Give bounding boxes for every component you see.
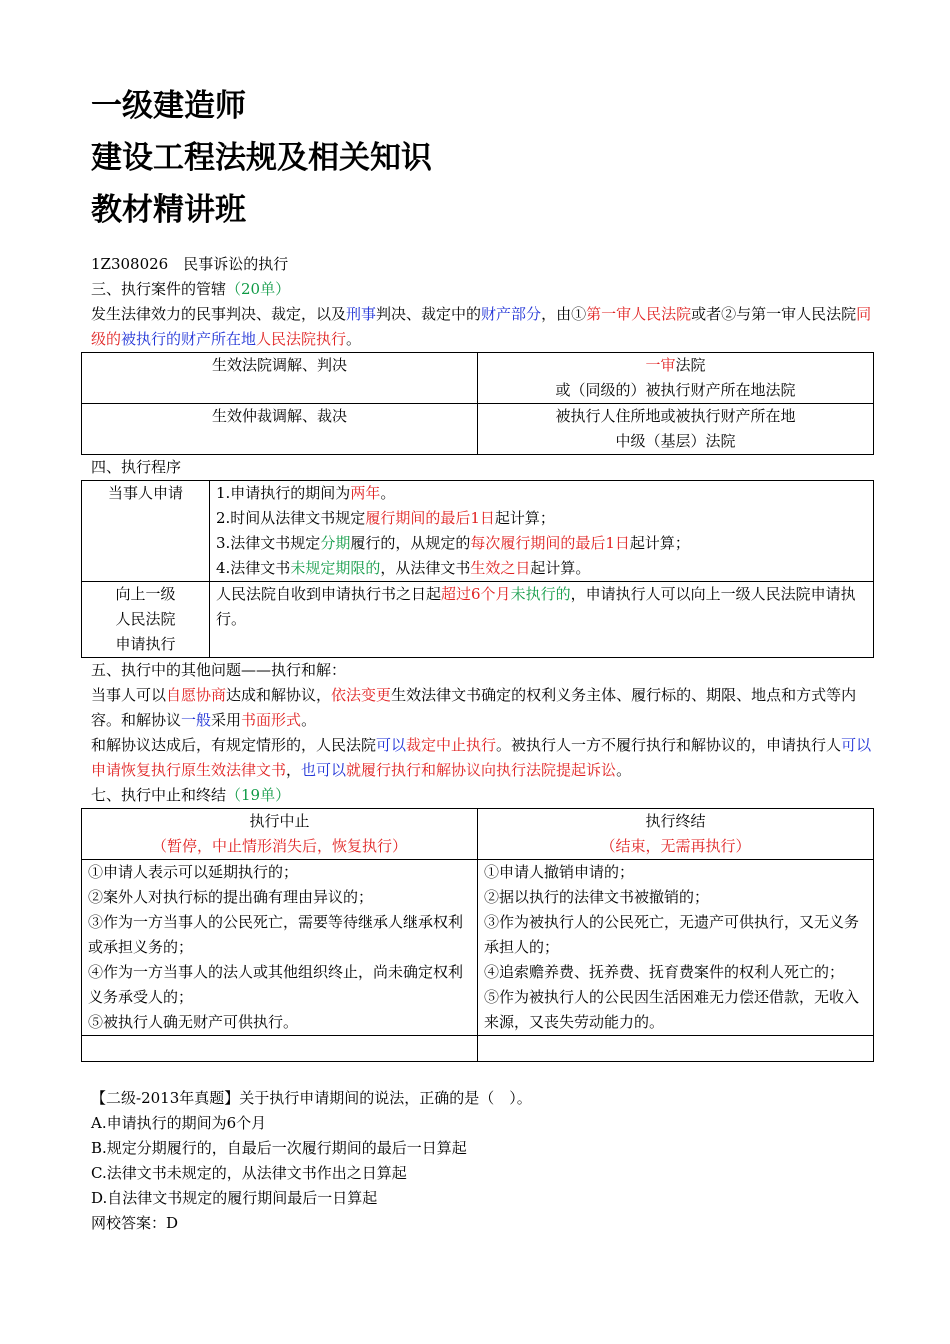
exam-question (91, 1086, 876, 1236)
table-row (82, 1036, 874, 1062)
table-cell: 被执行人住所地或被执行财产所在地 中级（基层）法院 (478, 404, 874, 455)
title-block (91, 80, 876, 236)
list-item: ④作为一方当事人的法人或其他组织终止，尚未确定权利义务承受人的； (88, 963, 464, 1006)
list-item: ④追索赡养费、抚养费、抚育费案件的权利人死亡的； (484, 963, 845, 981)
section-3-paragraph: 发生法律效力的民事判决、裁定，以及刑事判决、裁定中的财产部分，由①第一审人民法院或者②与第一审人民法院同级的被执行的财产所在地人民法院执行。 (91, 305, 872, 348)
question-option: C.法律文书未规定的，从法律文书作出之日算起 (91, 1164, 407, 1182)
list-item: ③作为一方当事人的公民死亡，需要等待继承人继承权利或承担义务的； (88, 913, 464, 956)
list-item: ⑤被执行人确无财产可供执行。 (88, 1013, 299, 1031)
section-7-heading: 七、执行中止和终结（19单） (91, 786, 291, 804)
table-cell (82, 860, 478, 1036)
section-5-paragraph-2: 和解协议达成后，有规定情形的，人民法院可以裁定中止执行。被执行人一方不履行执行和解协议的，申请执行人可以申请恢复执行原生效法律文书，也可以就履行执行和解协议向执行法院提起诉讼。 (91, 736, 872, 779)
table-cell: 生效法院调解、判决 (82, 353, 478, 404)
table-row (82, 809, 874, 860)
question-option: D.自法律文书规定的履行期间最后一日算起 (91, 1189, 378, 1207)
list-item: ③作为被执行人的公民死亡，无遗产可供执行，又无义务承担人的； (484, 913, 860, 956)
section-5-heading: 五、执行中的其他问题——执行和解： (91, 661, 347, 679)
table-cell: 一审法院 或（同级的）被执行财产所在地法院 (478, 353, 874, 404)
suspension-termination-table (81, 808, 874, 1062)
table-cell: 执行中止 （暂停，中止情形消失后，恢复执行） (82, 809, 478, 860)
table-cell (478, 860, 874, 1036)
section-3-heading: 三、执行案件的管辖（20单） (91, 280, 291, 298)
document-page (88, 80, 876, 1236)
list-item: ②案外人对执行标的提出确有理由异议的； (88, 888, 374, 906)
table-cell (82, 1036, 478, 1062)
table-cell: 执行终结 （结束，无需再执行） (478, 809, 874, 860)
title-line-1: 一级建造师 (91, 88, 246, 124)
title-line-2: 建设工程法规及相关知识 (91, 140, 432, 176)
procedure-table (81, 480, 874, 658)
table-cell: 生效仲裁调解、裁决 (82, 404, 478, 455)
title-line-3: 教材精讲班 (91, 192, 246, 228)
list-item: ①申请人撤销申请的； (484, 863, 635, 881)
list-item: ⑤作为被执行人的公民因生活困难无力偿还借款，无收入来源，又丧失劳动能力的。 (484, 988, 860, 1031)
question-option: A.申请执行的期间为6个月 (91, 1114, 267, 1132)
list-item: ②据以执行的法律文书被撤销的； (484, 888, 710, 906)
question-stem: 【二级-2013年真题】关于执行申请期间的说法，正确的是（ ）。 (91, 1089, 532, 1107)
table-row (82, 481, 874, 582)
question-option: B.规定分期履行的，自最后一次履行期间的最后一日算起 (91, 1139, 467, 1157)
table-row (82, 582, 874, 658)
section-4-heading: 四、执行程序 (91, 458, 182, 476)
table-cell: 1.申请执行的期间为两年。 2.时间从法律文书规定履行期间的最后1日起计算； 3.法律文书规定分期履行的，从规定的每次履行期间的最后1日起计算； 4.法律文书未规定期限的，从法律文书生效之日起计算。 (210, 481, 874, 582)
table-row (82, 353, 874, 404)
list-item: ①申请人表示可以延期执行的； (88, 863, 299, 881)
table-cell: 当事人申请 (82, 481, 210, 582)
table-row (82, 404, 874, 455)
section-code: 1Z308026 民事诉讼的执行 (91, 255, 289, 273)
table-cell (478, 1036, 874, 1062)
table-cell: 向上一级 人民法院 申请执行 (82, 582, 210, 658)
section-5-paragraph-1: 当事人可以自愿协商达成和解协议，依法变更生效法律文书确定的权利义务主体、履行标的、期限、地点和方式等内容。和解协议一般采用书面形式。 (91, 686, 857, 729)
table-cell: 人民法院自收到申请执行书之日起超过6个月未执行的，申请执行人可以向上一级人民法院申请执行。 (210, 582, 874, 658)
jurisdiction-table (81, 352, 874, 455)
question-answer: 网校答案：D (91, 1214, 179, 1232)
table-row (82, 860, 874, 1036)
